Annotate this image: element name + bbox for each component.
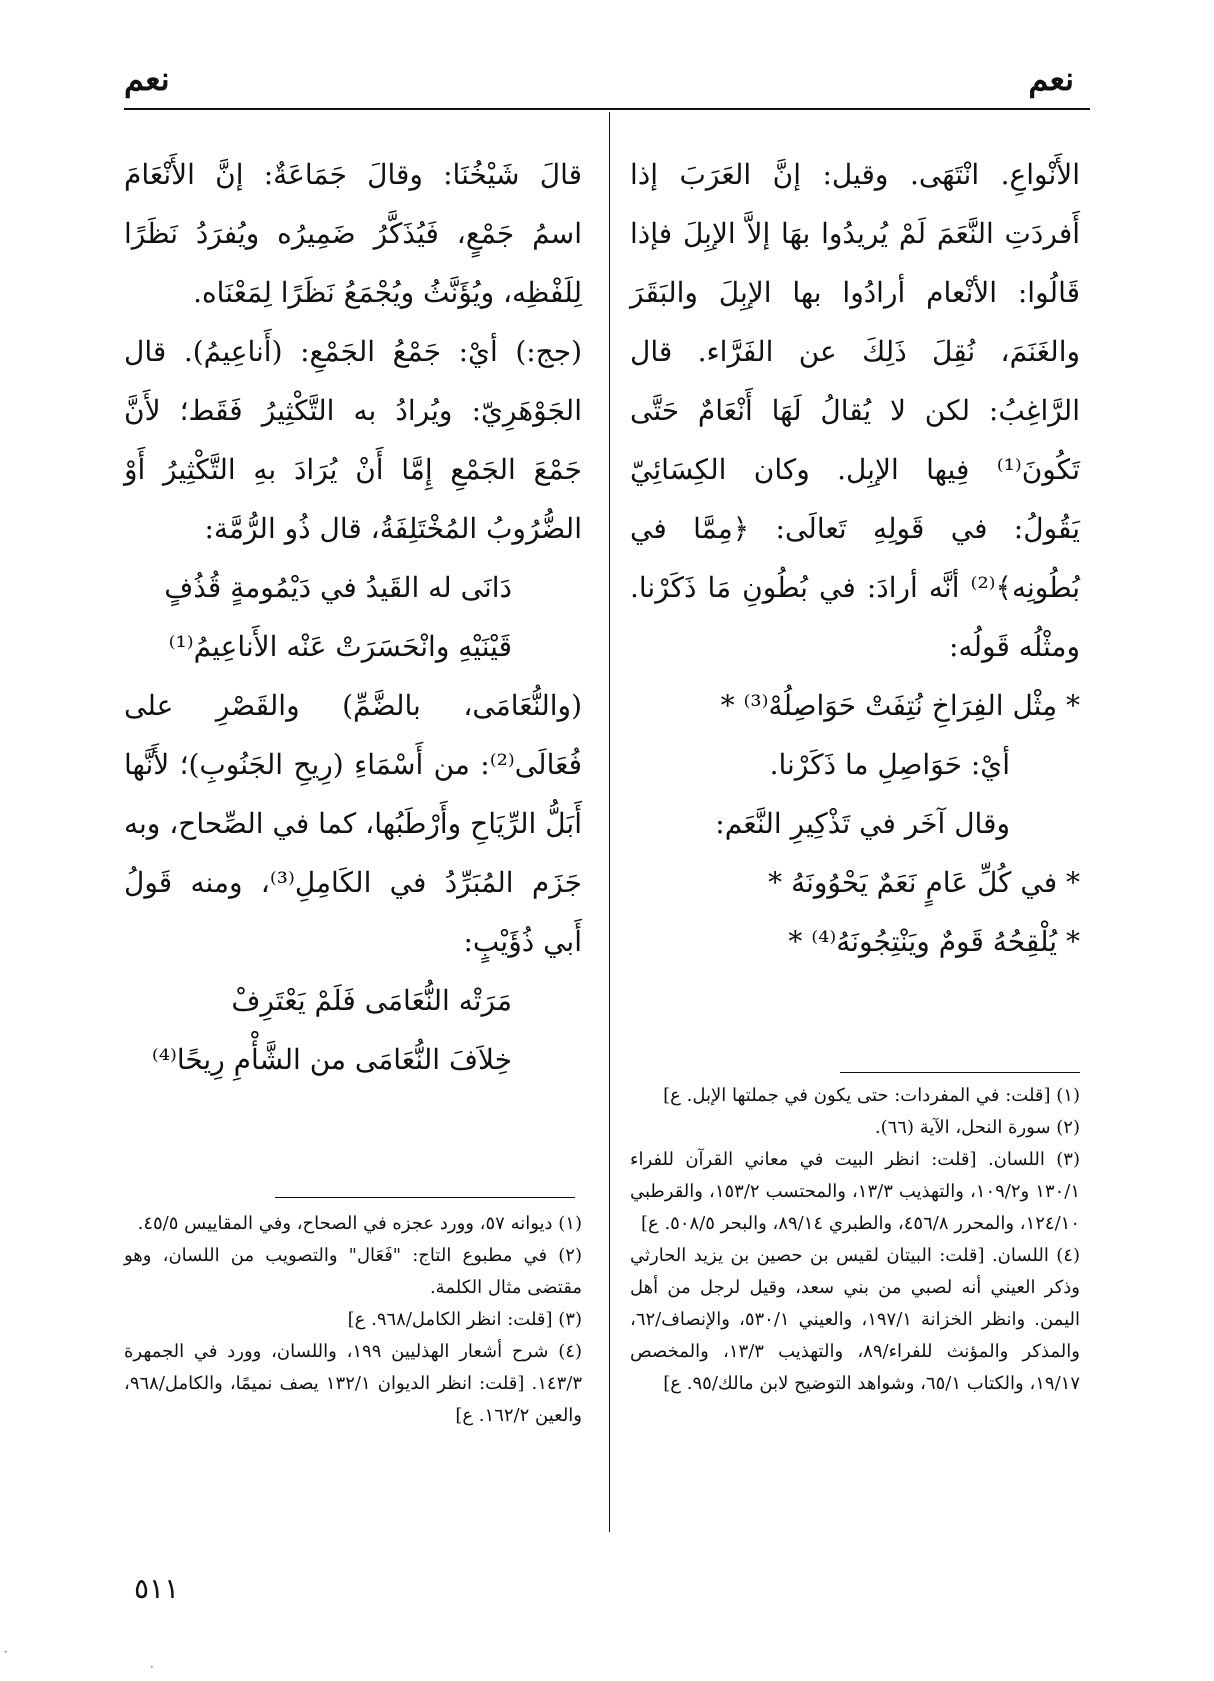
verse-line: مَرَتْه النُّعَامَى فَلَمْ يَعْتَرِفْ — [231, 984, 512, 1017]
verse-line: * في كُلِّ عَامٍ نَعَمٌ يَحْوُونَهُ * — [768, 866, 1080, 899]
footnote: (٢) في مطبوع التاج: "فَعَال" والتصويب من اللسان، وهو مقتضى مثال الكلمة. — [124, 1245, 582, 1298]
body-paragraph: قالَ شَيْخُنَا: وقالَ جَمَاعَةٌ: إنَّ الأَنْعَامَ اسمُ جَمْعٍ، فَيُذَكَّرُ ضَمِيرُه ويُفرَدُ نَظَرًا لِلَفْظِه، ويُؤَنَّثُ ويُجْمَعُ نَظَرًا لِمَعْنَاه. — [124, 158, 582, 309]
verse-line: دَانَى له القَيدُ في دَيْمُومةٍ قُذُفٍ — [164, 571, 512, 604]
footnote: (٣) [قلت: انظر الكامل/٩٦٨. ع] — [347, 1309, 582, 1330]
footnote: (١) ديوانه ٥٧، وورد عجزه في الصحاح، وفي المقاييس ٤٥/٥. — [137, 1213, 582, 1234]
footnotes-right — [630, 1080, 1080, 1400]
footnote-rule-left — [275, 1197, 575, 1198]
body-paragraph: الأَنْواعِ. انْتَهَى. وقيل: إنَّ العَرَبَ إذا أَفردَتِ النَّعَمَ لَمْ يُريدُوا بهَا إلاَّ الإبِلَ فإذا قَالُوا: الأنْعام أرادُوا بها الإبِلَ والبَقَرَ والغَنَمَ، نُقِلَ ذَلِكَ عن الفَرَّاء. قال الرَّاغِبُ: لكن لا يُقالُ لَهَا أَنْعَامٌ حَتَّى تَكُونَ⁽¹⁾ فِيها الإبِل. وكان الكِسَائِيّ يَقُولُ: في قَولِهِ تَعالَى: ﴿مِمَّا في بُطُونِه﴾⁽²⁾ أنَّه أرادَ: في بُطُونِ مَا ذَكَرْنا. ومثْلُه قَولُه: — [630, 158, 1080, 663]
body-paragraph: أيْ: حَوَاصِلِ ما ذَكَرْنا. — [769, 748, 1010, 781]
page-number: ٥١١ — [134, 1572, 180, 1605]
right-column — [630, 145, 1080, 971]
scan-dot-mark: · — [4, 1645, 8, 1659]
verse-line: خِلاَفَ النُّعَامَى من الشَّأْمِ رِيحًا⁽⁴⁾ — [151, 1043, 512, 1076]
verse-line: * يُلْقِحُهُ قَومٌ ويَنْتِجُونَهُ⁽⁴⁾ * — [788, 925, 1080, 958]
body-paragraph: (جج:) أيْ: جَمْعُ الجَمْعِ: (أَناعِيمُ). قال الجَوْهَرِيّ: ويُرادُ به التَّكْثِيرُ فَقَط؛ لأَنَّ جَمْعَ الجَمْعِ إِمَّا أَنْ يُرَادَ بهِ التَّكْثِيرُ أَوْ الضُّرُوبُ المُخْتَلِفَةُ، قال ذُو الرُّمَّة: — [124, 335, 582, 545]
footnote: (٣) اللسان. [قلت: انظر البيت في معاني القرآن للفراء ١٣٠/١ و١٠٩/٢، والتهذيب ١٣/٣، والمحتسب ١٥٣/٢، والقرطبي ١٢٤/١٠، والمحرر ٤٥٦/٨، والطبري ٨٩/١٤، والبحر ٥٠٨/٥. ع] — [630, 1149, 1080, 1234]
footnotes-left — [124, 1208, 582, 1432]
footnote: (٢) سورة النحل، الآية (٦٦). — [874, 1117, 1080, 1138]
scan-dot-mark: · — [150, 1660, 154, 1674]
verse-line: * مِثْل الفِرَاخِ نُتِفَتْ حَوَاصِلُهْ⁽³⁾ * — [720, 689, 1080, 722]
running-head-right: نعم — [1028, 60, 1074, 98]
header-rule — [124, 108, 1090, 110]
body-paragraph: وقال آخَر في تَذْكِيرِ النَّعَم: — [715, 807, 1010, 840]
footnote: (٤) شرح أشعار الهذليين ١٩٩، واللسان، وورد في الجمهرة ١٤٣/٣. [قلت: انظر الديوان ١٣٢/١ يصف نميمًا، والكامل/٩٦٨، والعين ١٦٢/٢. ع] — [124, 1341, 582, 1426]
running-head-left: نعم — [124, 60, 170, 98]
verse-line: قَيْنَيْهِ وانْحَسَرَتْ عَنْه الأَناعِيمُ⁽¹⁾ — [168, 630, 512, 663]
footnote-rule-right — [840, 1072, 1080, 1073]
left-column — [124, 145, 582, 1089]
column-divider — [609, 112, 610, 1532]
body-paragraph: (والنُّعَامَى، بالضَّمِّ) والقَصْرِ على فُعَالَى⁽²⁾: من أَسْمَاءِ (رِيحِ الجَنُوبِ)؛ لأَنَّها أَبَلُّ الرِّيَاحِ وأَرْطَبُها، كما في الصِّحاح، وبه جَزَم المُبَرِّدُ في الكَامِلِ⁽³⁾، ومنه قَولُ أَبي ذُؤَيْبٍ: — [124, 689, 582, 958]
footnote: (٤) اللسان. [قلت: البيتان لقيس بن حصين بن يزيد الحارثي وذكر العيني أنه لصبي من بني سعد، وقيل لرجل من أهل اليمن. وانظر الخزانة ١٩٧/١، والعيني ٥٣٠/١، والإنصاف/٦٢، والمذكر والمؤنث للفراء/٨٩، والتهذيب ١٣/٣، والمخصص ١٩/١٧، والكتاب ٦٥/١، وشواهد التوضيح لابن مالك/٩٥. ع] — [630, 1245, 1080, 1394]
footnote: (١) [قلت: في المفردات: حتى يكون في جملتها الإبل. ع] — [663, 1085, 1080, 1106]
